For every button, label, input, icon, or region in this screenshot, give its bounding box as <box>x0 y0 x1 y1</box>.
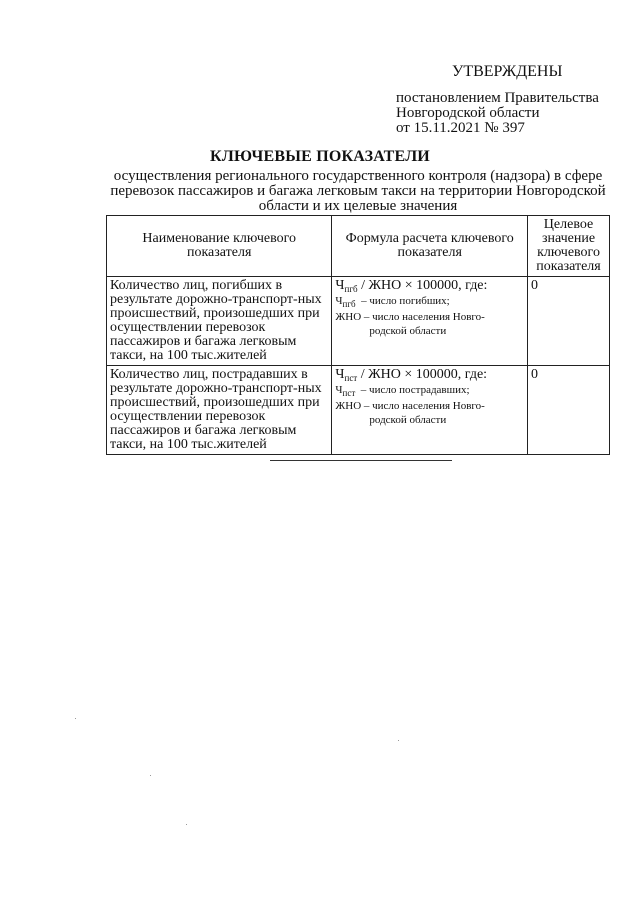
document-subtitle: осуществления регионального государственного контроля (надзора) в сфере перевозок пассажиров и багажа легковым такси на территории Новгородской области и их целевые значения <box>110 168 606 214</box>
formula-line <box>335 279 524 293</box>
row-target-value: 0 <box>528 366 610 455</box>
approval-block <box>396 64 626 136</box>
def2-continuation: родской области <box>369 414 447 426</box>
row-indicator-name: Количество лиц, погибших в результате дорожно-транспорт-ных происшествий, произошедших при осуществлении перевозок пассажиров и багажа легковым такси, на 100 тыс.жителей <box>107 277 332 366</box>
def-symbol: Ч <box>335 384 343 396</box>
scan-speck <box>150 775 151 776</box>
row-target-value: 0 <box>528 277 610 366</box>
def-text: – число пострадавших; <box>355 384 470 396</box>
scan-speck <box>75 718 76 719</box>
def-subscript: пгб <box>342 299 356 309</box>
def2-continuation: родской области <box>369 325 447 337</box>
def2-text: ЖНО – число населения Новго- <box>335 400 485 412</box>
separator-line <box>270 460 452 461</box>
formula-definition-2 <box>335 309 524 338</box>
formula-symbol: Ч <box>335 367 345 382</box>
formula-line <box>335 368 524 382</box>
row-indicator-name: Количество лиц, пострадавших в результате дорожно-транспорт-ных происшествий, произошедших при осуществлении перевозок пассажиров и багажа легковым такси, на 100 тыс.жителей <box>107 366 332 455</box>
def-subscript: пст <box>342 388 356 398</box>
row-formula-cell <box>332 366 528 455</box>
formula-symbol: Ч <box>335 278 345 293</box>
approval-line-1: постановлением Правительства <box>396 90 599 106</box>
table-row <box>107 366 610 455</box>
def2-text: ЖНО – число населения Новго- <box>335 311 485 323</box>
table-header-row <box>107 216 610 277</box>
formula-subscript: пст <box>344 373 358 383</box>
document-title: КЛЮЧЕВЫЕ ПОКАЗАТЕЛИ <box>210 148 430 165</box>
scan-speck <box>398 740 399 741</box>
row-formula-cell <box>332 277 528 366</box>
def-text: – число погибших; <box>355 295 450 307</box>
header-formula: Формула расчета ключевого показателя <box>332 216 528 277</box>
table-row <box>107 277 610 366</box>
scan-speck <box>186 824 187 825</box>
formula-definition-1 <box>335 293 524 309</box>
header-target-value: Целевое значение ключевого показателя <box>528 216 610 277</box>
approval-heading: УТВЕРЖДЕНЫ <box>452 63 563 80</box>
formula-subscript: пгб <box>344 284 358 294</box>
formula-definition-2 <box>335 398 524 427</box>
header-indicator-name: Наименование ключевого показателя <box>107 216 332 277</box>
def-symbol: Ч <box>335 295 343 307</box>
approval-line-3: от 15.11.2021 № 397 <box>396 120 525 136</box>
formula-rest: / ЖНО × 100000, где: <box>357 367 488 382</box>
formula-rest: / ЖНО × 100000, где: <box>357 278 488 293</box>
kpi-table <box>106 215 610 455</box>
approval-line-2: Новгородской области <box>396 105 540 121</box>
formula-definition-1 <box>335 382 524 398</box>
